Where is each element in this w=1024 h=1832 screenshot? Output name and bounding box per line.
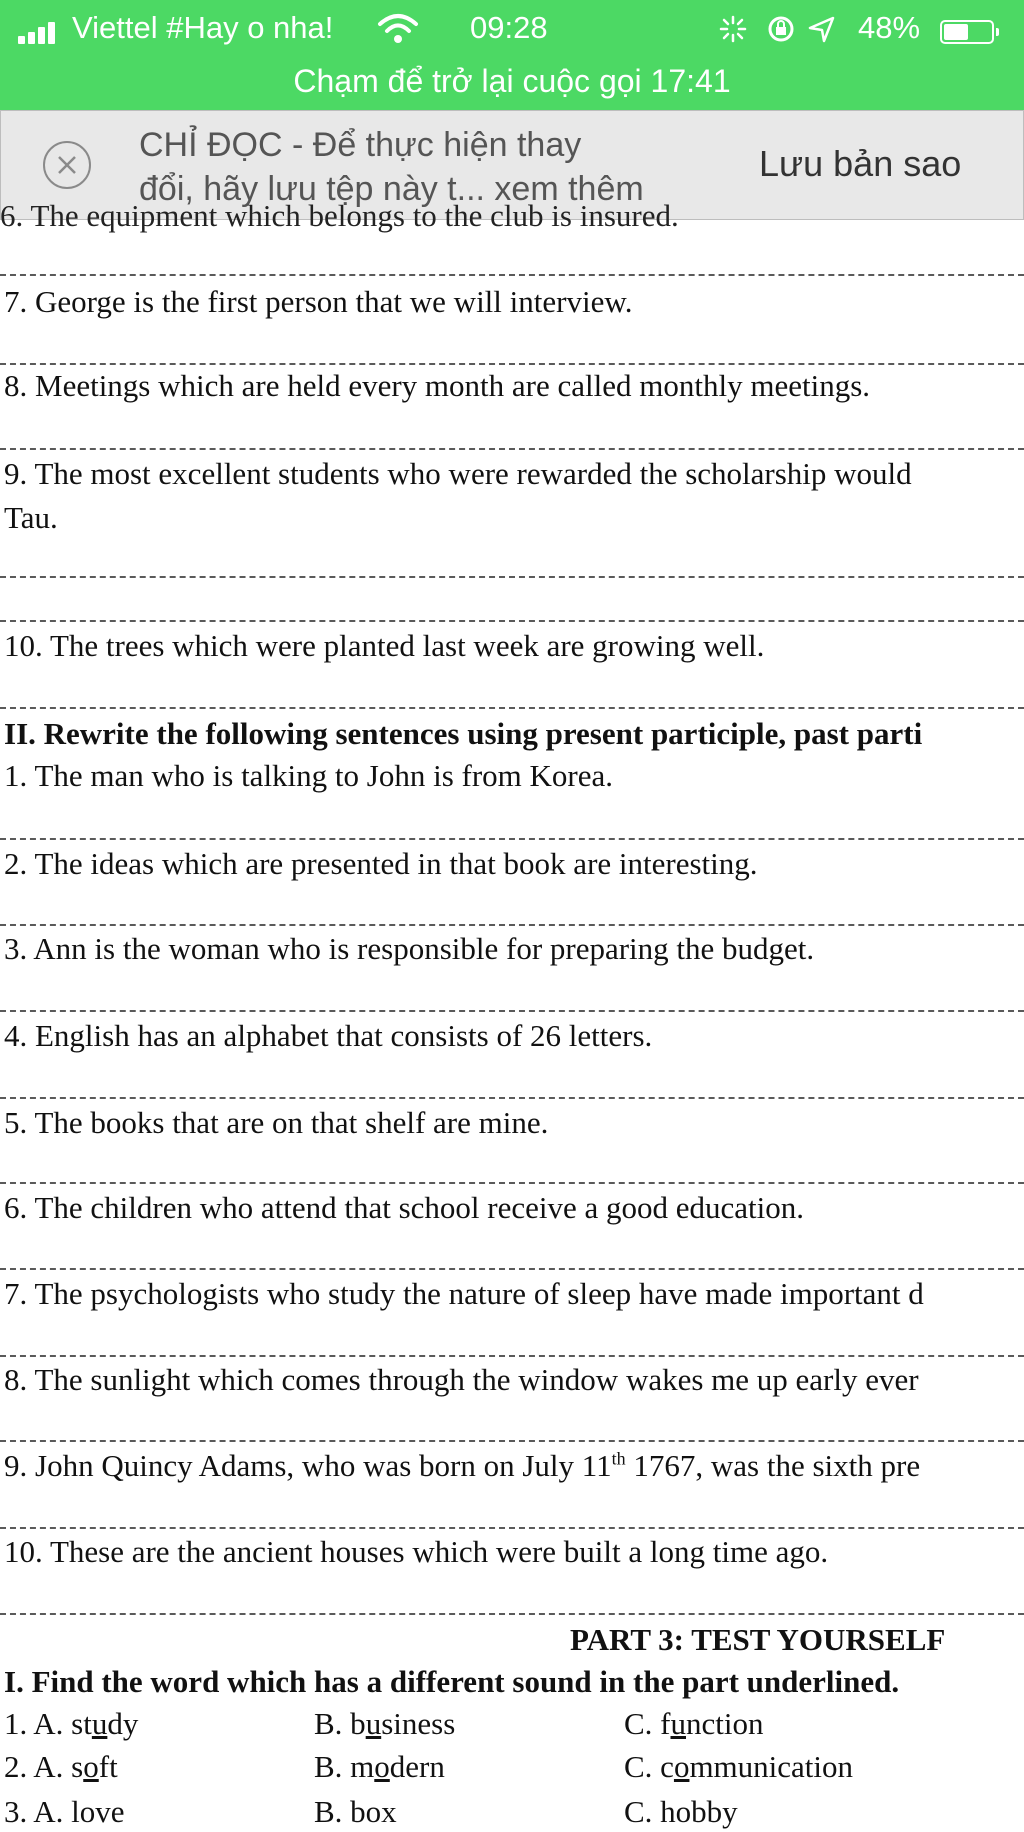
item9-text: 9. John Quincy Adams, who was born on July 11 xyxy=(4,1448,612,1483)
q3-option-c: C. hobby xyxy=(624,1794,738,1829)
q2-option-c: C. communication xyxy=(624,1749,854,1784)
document-line: 10. The trees which were planted last week are growing well. xyxy=(4,628,765,663)
save-copy-button[interactable]: Lưu bản sao xyxy=(759,143,962,184)
document-line: 4. English has an alphabet that consists of 26 letters. xyxy=(4,1018,653,1053)
document-view[interactable] xyxy=(0,198,1024,1829)
document-line: 10. These are the ancient houses which were built a long time ago. xyxy=(4,1534,829,1569)
answer-line xyxy=(0,707,1024,709)
answer-line xyxy=(0,363,1024,365)
answer-line xyxy=(0,1527,1024,1529)
document-line: 6. The equipment which belongs to the club is insured. xyxy=(0,198,679,233)
part3-title: PART 3: TEST YOURSELF xyxy=(570,1622,946,1657)
answer-line xyxy=(0,1182,1024,1184)
rotation-lock-icon xyxy=(770,18,792,40)
q1-option-a: 1. A. study xyxy=(4,1706,139,1741)
answer-line xyxy=(0,1010,1024,1012)
answer-line xyxy=(0,1355,1024,1357)
document-line: 8. Meetings which are held every month are called monthly meetings. xyxy=(4,368,871,403)
answer-line xyxy=(0,1613,1024,1615)
read-only-message-line1: CHỈ ĐỌC - Để thực hiện thay xyxy=(139,126,582,164)
document-line: 3. Ann is the woman who is responsible for preparing the budget. xyxy=(4,931,815,966)
answer-line xyxy=(0,838,1024,840)
signal-icon xyxy=(18,22,58,44)
answer-line xyxy=(0,924,1024,926)
carrier-name: Viettel #Hay o nha! xyxy=(72,10,334,45)
document-line: 7. George is the first person that we will interview. xyxy=(4,284,633,319)
document-line: Tau. xyxy=(4,500,58,535)
section-heading: I. Find the word which has a different sound in the part underlined. xyxy=(4,1664,900,1699)
answer-line xyxy=(0,1440,1024,1442)
q1-option-c: C. function xyxy=(624,1706,764,1741)
document-line: 5. The books that are on that shelf are mine. xyxy=(4,1105,549,1140)
answer-line xyxy=(0,620,1024,622)
q2-option-a: 2. A. soft xyxy=(4,1749,118,1784)
q1-option-b: B. business xyxy=(314,1706,456,1741)
document-line: 9. The most excellent students who were rewarded the scholarship would xyxy=(4,456,912,491)
item9-sup: th xyxy=(611,1448,626,1469)
document-line: 6. The children who attend that school receive a good education. xyxy=(4,1190,804,1225)
document-line: 2. The ideas which are presented in that book are interesting. xyxy=(4,846,758,881)
clock: 09:28 xyxy=(470,10,548,45)
answer-line xyxy=(0,576,1024,578)
answer-line xyxy=(0,1268,1024,1270)
activity-icon xyxy=(721,17,745,41)
q2-option-b: B. modern xyxy=(314,1749,445,1784)
q3-option-b: B. box xyxy=(314,1794,397,1829)
battery-icon xyxy=(940,20,994,44)
close-icon xyxy=(57,155,77,175)
document-line xyxy=(4,1446,920,1486)
wifi-icon xyxy=(378,14,418,44)
q3-option-a: 3. A. love xyxy=(4,1794,125,1829)
section-heading: II. Rewrite the following sentences using present participle, past parti xyxy=(4,716,923,751)
close-button[interactable] xyxy=(43,141,91,189)
item9-rest: 1767, was the sixth pre xyxy=(625,1448,921,1483)
location-icon xyxy=(810,18,833,41)
read-only-message-line2: đổi, hãy lưu tệp này t... xem thêm xyxy=(139,170,644,208)
status-bar xyxy=(0,0,1024,110)
document-line: 1. The man who is talking to John is from Korea. xyxy=(4,758,614,793)
status-icons xyxy=(718,14,838,44)
answer-line xyxy=(0,1097,1024,1099)
return-to-call-banner[interactable]: Chạm để trở lại cuộc gọi 17:41 xyxy=(293,63,731,99)
answer-line xyxy=(0,448,1024,450)
battery-fill xyxy=(944,24,968,40)
document-line: 7. The psychologists who study the nature of sleep have made important d xyxy=(4,1276,924,1311)
battery-percent: 48% xyxy=(858,10,921,45)
document-line: 8. The sunlight which comes through the window wakes me up early ever xyxy=(4,1362,919,1397)
answer-line xyxy=(0,274,1024,276)
